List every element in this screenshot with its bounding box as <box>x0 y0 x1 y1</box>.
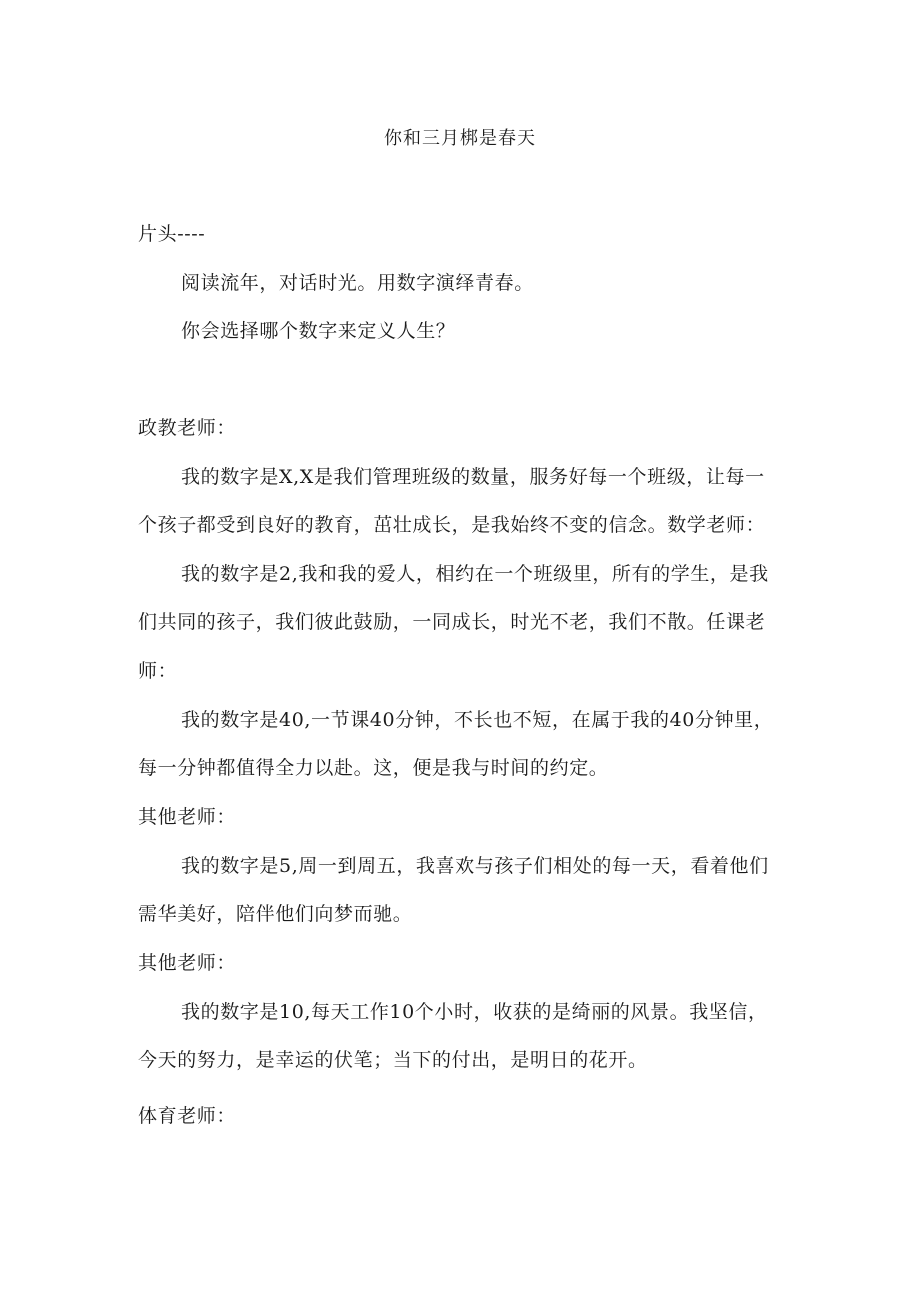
paragraph-line: 我的数字是X,X是我们管理班级的数量，服务好每一个班级，让每一 <box>181 466 765 488</box>
paragraph-line: 我的数字是5,周一到周五，我喜欢与孩子们相处的每一天，看着他们 <box>181 855 769 877</box>
paragraph-line: 今天的努力，是幸运的伏笔；当下的付出，是明日的花开。 <box>138 1049 648 1071</box>
speaker-label: 其他老师： <box>138 952 237 974</box>
paragraph-line: 个孩子都受到良好的教育，茁壮成长，是我始终不变的信念。数学老师： <box>138 514 766 536</box>
paragraph-line: 我的数字是10,每天工作10个小时，收获的是绮丽的风景。我坚信， <box>181 1001 768 1023</box>
intro-line: 阅读流年，对话时光。用数字演绎青春。 <box>181 272 534 294</box>
speaker-label: 体育老师： <box>138 1105 237 1127</box>
paragraph-line: 我的数字是2,我和我的爱人，相约在一个班级里，所有的学生，是我 <box>181 563 769 585</box>
speaker-label: 政教老师： <box>138 417 237 439</box>
paragraph-line: 师： <box>138 660 178 682</box>
paragraph-line: 们共同的孩子，我们彼此鼓励，一同成长，时光不老，我们不散。任课老 <box>138 611 766 633</box>
paragraph-line: 每一分钟都值得全力以赴。这，便是我与时间的约定。 <box>138 757 609 779</box>
intro-line: 你会选择哪个数字来定义人生？ <box>181 320 456 342</box>
document-title: 你和三月梆是春天 <box>384 128 536 149</box>
speaker-label: 其他老师： <box>138 806 237 828</box>
intro-heading: 片头---- <box>138 223 206 245</box>
paragraph-line: 需华美好，陪伴他们向梦而驰。 <box>138 903 413 925</box>
paragraph-line: 我的数字是40,一节课40分钟，不长也不短，在属于我的40分钟里， <box>181 709 774 731</box>
